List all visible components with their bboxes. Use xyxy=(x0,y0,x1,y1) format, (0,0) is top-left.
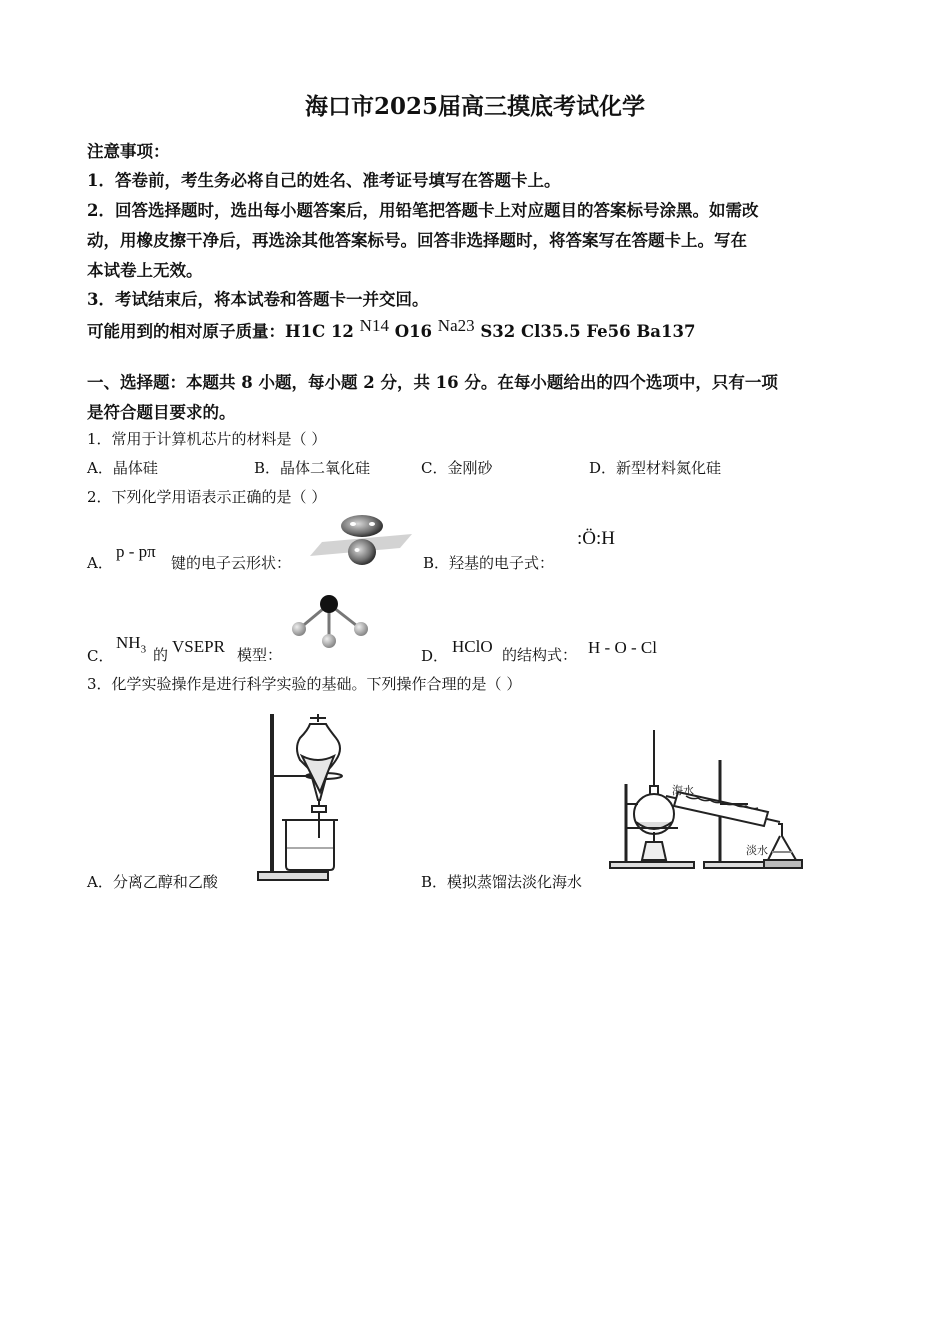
q1-option-c: C．金刚砂 xyxy=(421,459,493,477)
page-title: 海口市2025届高三摸底考试化学 xyxy=(304,93,645,120)
q2-d-formula: HClO xyxy=(452,637,493,656)
pi-bond-electron-cloud-image xyxy=(308,512,414,568)
mass-rest: S32 Cl35.5 Fe56 Ba137 xyxy=(480,322,696,341)
q2-d-structure: H - O - Cl xyxy=(588,638,657,657)
q2-c-formula xyxy=(116,633,146,655)
mass-n: N14 xyxy=(359,316,389,335)
q3-stem: 3．化学实验操作是进行科学实验的基础。下列操作合理的是（ ） xyxy=(87,675,522,693)
mass-na: Na23 xyxy=(437,316,475,335)
nh3-formula: NH xyxy=(116,633,141,652)
masses-prefix: 可能用到的相对原子质量：H1C 12 xyxy=(87,322,354,341)
q3-option-a: A．分离乙醇和乙酸 xyxy=(87,873,218,891)
q2-option-d-prefix: D． xyxy=(421,647,449,665)
q1-option-a: A．晶体硅 xyxy=(87,459,158,477)
label-freshwater: 淡水 xyxy=(746,844,768,857)
q2-c-text: 模型： xyxy=(237,646,283,664)
q2-c-vsepr: VSEPR xyxy=(172,637,225,656)
note-item-1: 1．答卷前，考生务必将自己的姓名、准考证号填写在答题卡上。 xyxy=(87,171,561,190)
note-item-2-line-1: 2．回答选择题时，选出每小题答案后，用铅笔把答题卡上对应题目的答案标号涂黑。如需改 xyxy=(87,201,759,220)
notes-heading: 注意事项： xyxy=(87,142,170,161)
mass-o: O16 xyxy=(394,322,433,341)
distillation-apparatus-image xyxy=(608,724,808,884)
q2-d-text: 的结构式： xyxy=(502,646,578,664)
q2-b-formula: :Ö:H xyxy=(577,528,615,549)
q2-a-text: 键的电子云形状： xyxy=(171,554,292,572)
q2-stem: 2．下列化学用语表示正确的是（ ） xyxy=(87,488,327,506)
section-1-line-1: 一、选择题：本题共 8 小题，每小题 2 分，共 16 分。在每小题给出的四个选项中，只有一项 xyxy=(87,373,778,392)
q2-option-c-prefix: C． xyxy=(87,647,114,665)
nh3-subscript: 3 xyxy=(140,643,147,656)
note-item-2-line-2: 动，用橡皮擦干净后，再选涂其他答案标号。回答非选择题时，将答案写在答题卡上。写在 xyxy=(87,231,747,250)
q2-a-formula: p - pπ xyxy=(116,542,156,561)
q1-option-b: B．晶体二氧化硅 xyxy=(254,459,371,477)
nh3-vsepr-model-image xyxy=(288,592,374,652)
label-seawater: 海水 xyxy=(672,784,694,797)
note-item-3: 3．考试结束后，将本试卷和答题卡一并交回。 xyxy=(87,290,429,309)
q2-option-b-text: B．羟基的电子式： xyxy=(423,554,555,572)
note-item-2-line-3: 本试卷上无效。 xyxy=(87,261,203,280)
q2-c-mid: 的 xyxy=(153,646,169,664)
q1-option-d: D．新型材料氮化硅 xyxy=(589,459,722,477)
q2-a-prefix: A． xyxy=(87,554,113,572)
q1-stem: 1．常用于计算机芯片的材料是（ ） xyxy=(87,430,327,448)
atomic-masses xyxy=(87,318,695,342)
q3-option-b: B．模拟蒸馏法淡化海水 xyxy=(421,873,583,891)
section-1-line-2: 是符合题目要求的。 xyxy=(87,403,236,422)
separatory-funnel-apparatus-image xyxy=(240,708,370,886)
q2-option-a xyxy=(87,552,113,573)
